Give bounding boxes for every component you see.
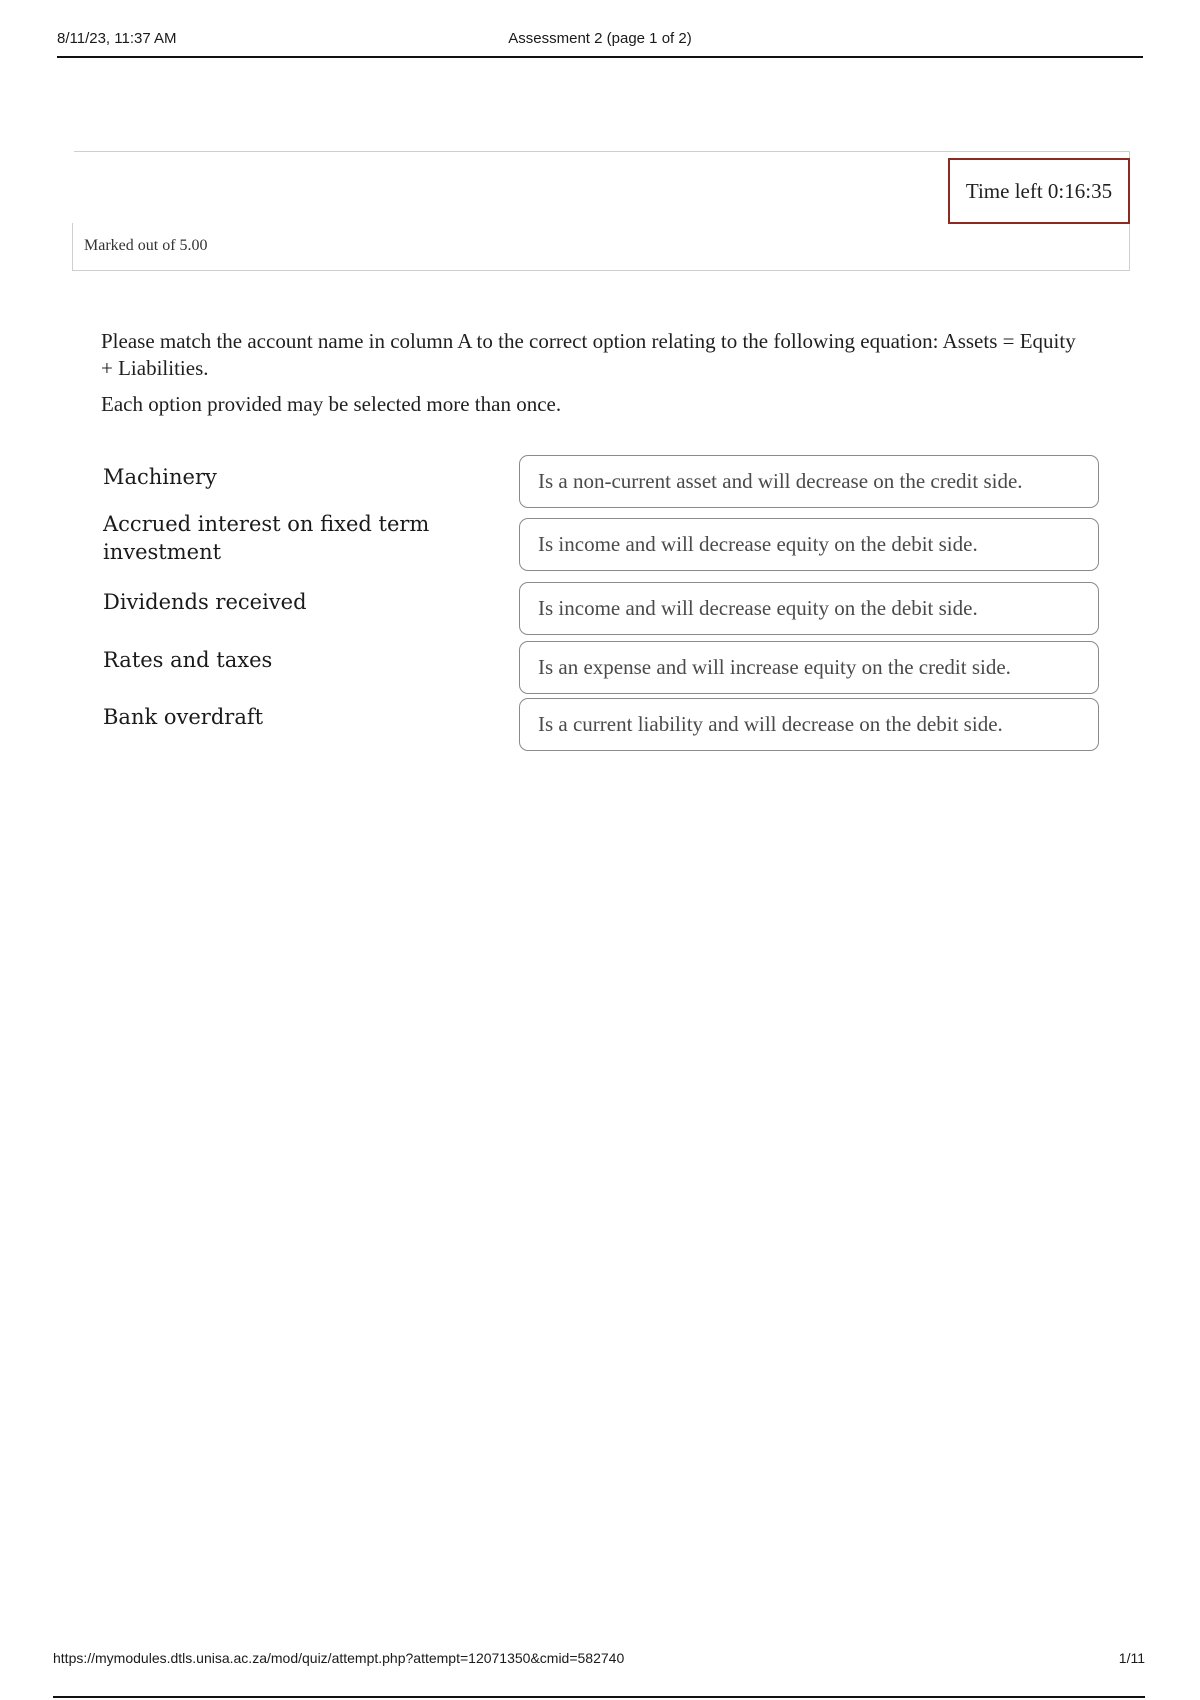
question-text	[101, 328, 1091, 418]
account-name-bank-overdraft: Bank overdraft	[103, 705, 264, 729]
print-footer	[53, 1646, 1145, 1698]
match-select-bank-overdraft[interactable]: Is a current liability and will decrease on the debit side.	[519, 698, 1099, 751]
print-page-title: Assessment 2 (page 1 of 2)	[508, 30, 692, 47]
match-select-machinery[interactable]: Is a non-current asset and will decrease on the credit side.	[519, 455, 1099, 508]
page-url: https://mymodules.dtls.unisa.ac.za/mod/quiz/attempt.php?attempt=12071350&cmid=582740	[53, 1650, 625, 1666]
marked-out-of: Marked out of 5.00	[84, 237, 208, 254]
quiz-timer: Time left 0:16:35	[948, 158, 1130, 224]
question-prompt: Please match the account name in column A to the correct option relating to the following equation: Assets = Equity + Liabilities.	[101, 329, 1076, 380]
account-name-machinery: Machinery	[103, 465, 217, 489]
page-number: 1/11	[1118, 1650, 1145, 1666]
match-select-dividends-received[interactable]: Is income and will decrease equity on the debit side.	[519, 582, 1099, 635]
account-name-dividends-received: Dividends received	[103, 590, 307, 614]
match-select-rates-and-taxes[interactable]: Is an expense and will increase equity on the credit side.	[519, 641, 1099, 694]
print-header	[57, 28, 1143, 58]
match-select-accrued-interest[interactable]: Is income and will decrease equity on the debit side.	[519, 518, 1099, 571]
question-note: Each option provided may be selected more than once.	[101, 392, 562, 416]
account-name-accrued-interest: Accrued interest on fixed term investment	[103, 512, 430, 564]
account-name-rates-and-taxes: Rates and taxes	[103, 648, 273, 672]
print-datetime: 8/11/23, 11:37 AM	[57, 30, 177, 47]
